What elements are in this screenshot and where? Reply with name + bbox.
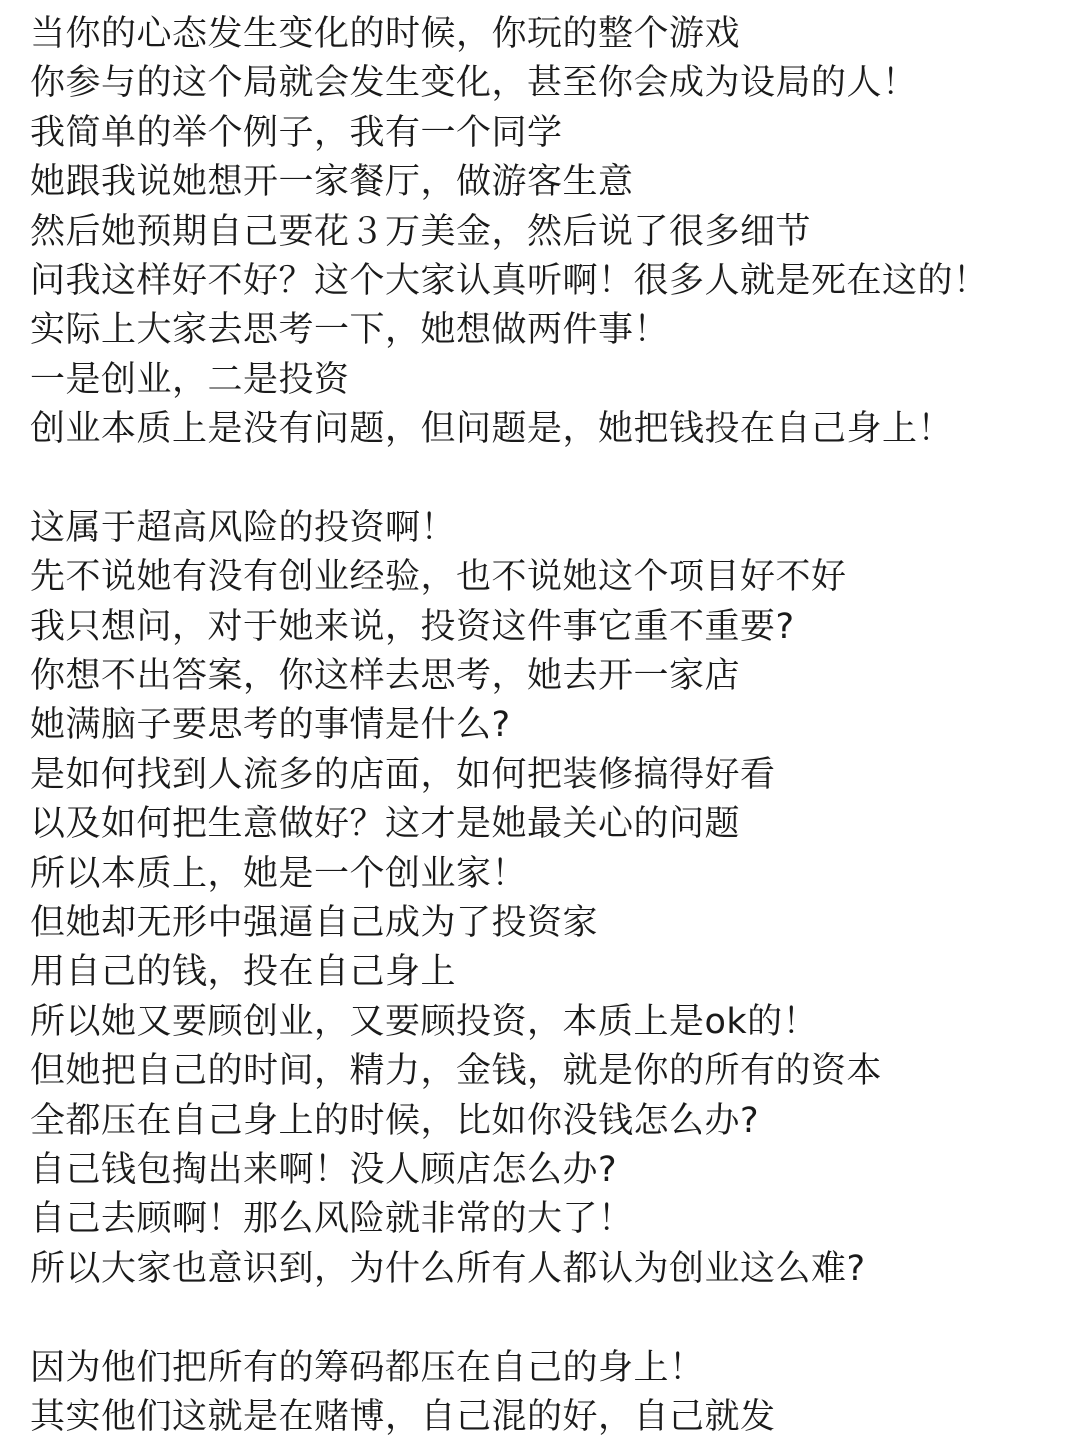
text-line: 先不说她有没有创业经验，也不说她这个项目好不好 (30, 557, 847, 598)
text-line: 全都压在自己身上的时候，比如你没钱怎么办? (30, 1100, 760, 1141)
text-line: 所以本质上，她是一个创业家！ (30, 853, 528, 894)
text-line: 用自己的钱，投在自己身上 (30, 952, 457, 993)
text-line: 我简单的举个例子，我有一个同学 (30, 112, 563, 153)
text-line: 一是创业，二是投资 (30, 359, 350, 400)
text-line: 这属于超高风险的投资啊！ (30, 507, 457, 548)
text-line: 所以她又要顾创业，又要顾投资，本质上是ok的！ (30, 1001, 819, 1042)
text-line: 她跟我说她想开一家餐厅，做游客生意 (30, 162, 634, 203)
text-line: 你想不出答案，你这样去思考，她去开一家店 (30, 656, 741, 697)
text-body (30, 10, 1070, 1439)
text-line: 创业本质上是没有问题，但问题是，她把钱投在自己身上！ (30, 409, 954, 450)
text-line: 当你的心态发生变化的时候，你玩的整个游戏 (30, 14, 741, 54)
text-line: 你参与的这个局就会发生变化，甚至你会成为设局的人！ (30, 63, 918, 104)
text-line: 所以大家也意识到，为什么所有人都认为创业这么难? (30, 1248, 866, 1289)
text-line: 但她把自己的时间，精力，金钱，就是你的所有的资本 (30, 1051, 883, 1092)
paragraph-gap (30, 1294, 1070, 1343)
paragraph-gap (30, 455, 1070, 504)
text-line: 因为他们把所有的筹码都压在自己的身上！ (30, 1347, 705, 1388)
text-line: 问我这样好不好？这个大家认真听啊！很多人就是死在这的！ (30, 260, 989, 301)
cut-off-top-line (30, 0, 625, 5)
text-line: 但她却无形中强逼自己成为了投资家 (30, 903, 599, 944)
text-line: 我只想问，对于她来说，投资这件事它重不重要? (30, 606, 795, 647)
text-line: 其实他们这就是在赌博，自己混的好，自己就发 (30, 1396, 776, 1437)
text-line: 自己钱包掏出来啊！没人顾店怎么办? (30, 1149, 618, 1190)
text-line: 然后她预期自己要花３万美金，然后说了很多细节 (30, 211, 812, 252)
text-line: 以及如何把生意做好？这才是她最关心的问题 (30, 804, 741, 845)
text-line: 是如何找到人流多的店面，如何把装修搞得好看 (30, 754, 776, 795)
text-line: 实际上大家去思考一下，她想做两件事！ (30, 310, 670, 351)
text-line: 自己去顾啊！那么风险就非常的大了！ (30, 1199, 634, 1240)
text-line: 她满脑子要思考的事情是什么? (30, 705, 511, 746)
